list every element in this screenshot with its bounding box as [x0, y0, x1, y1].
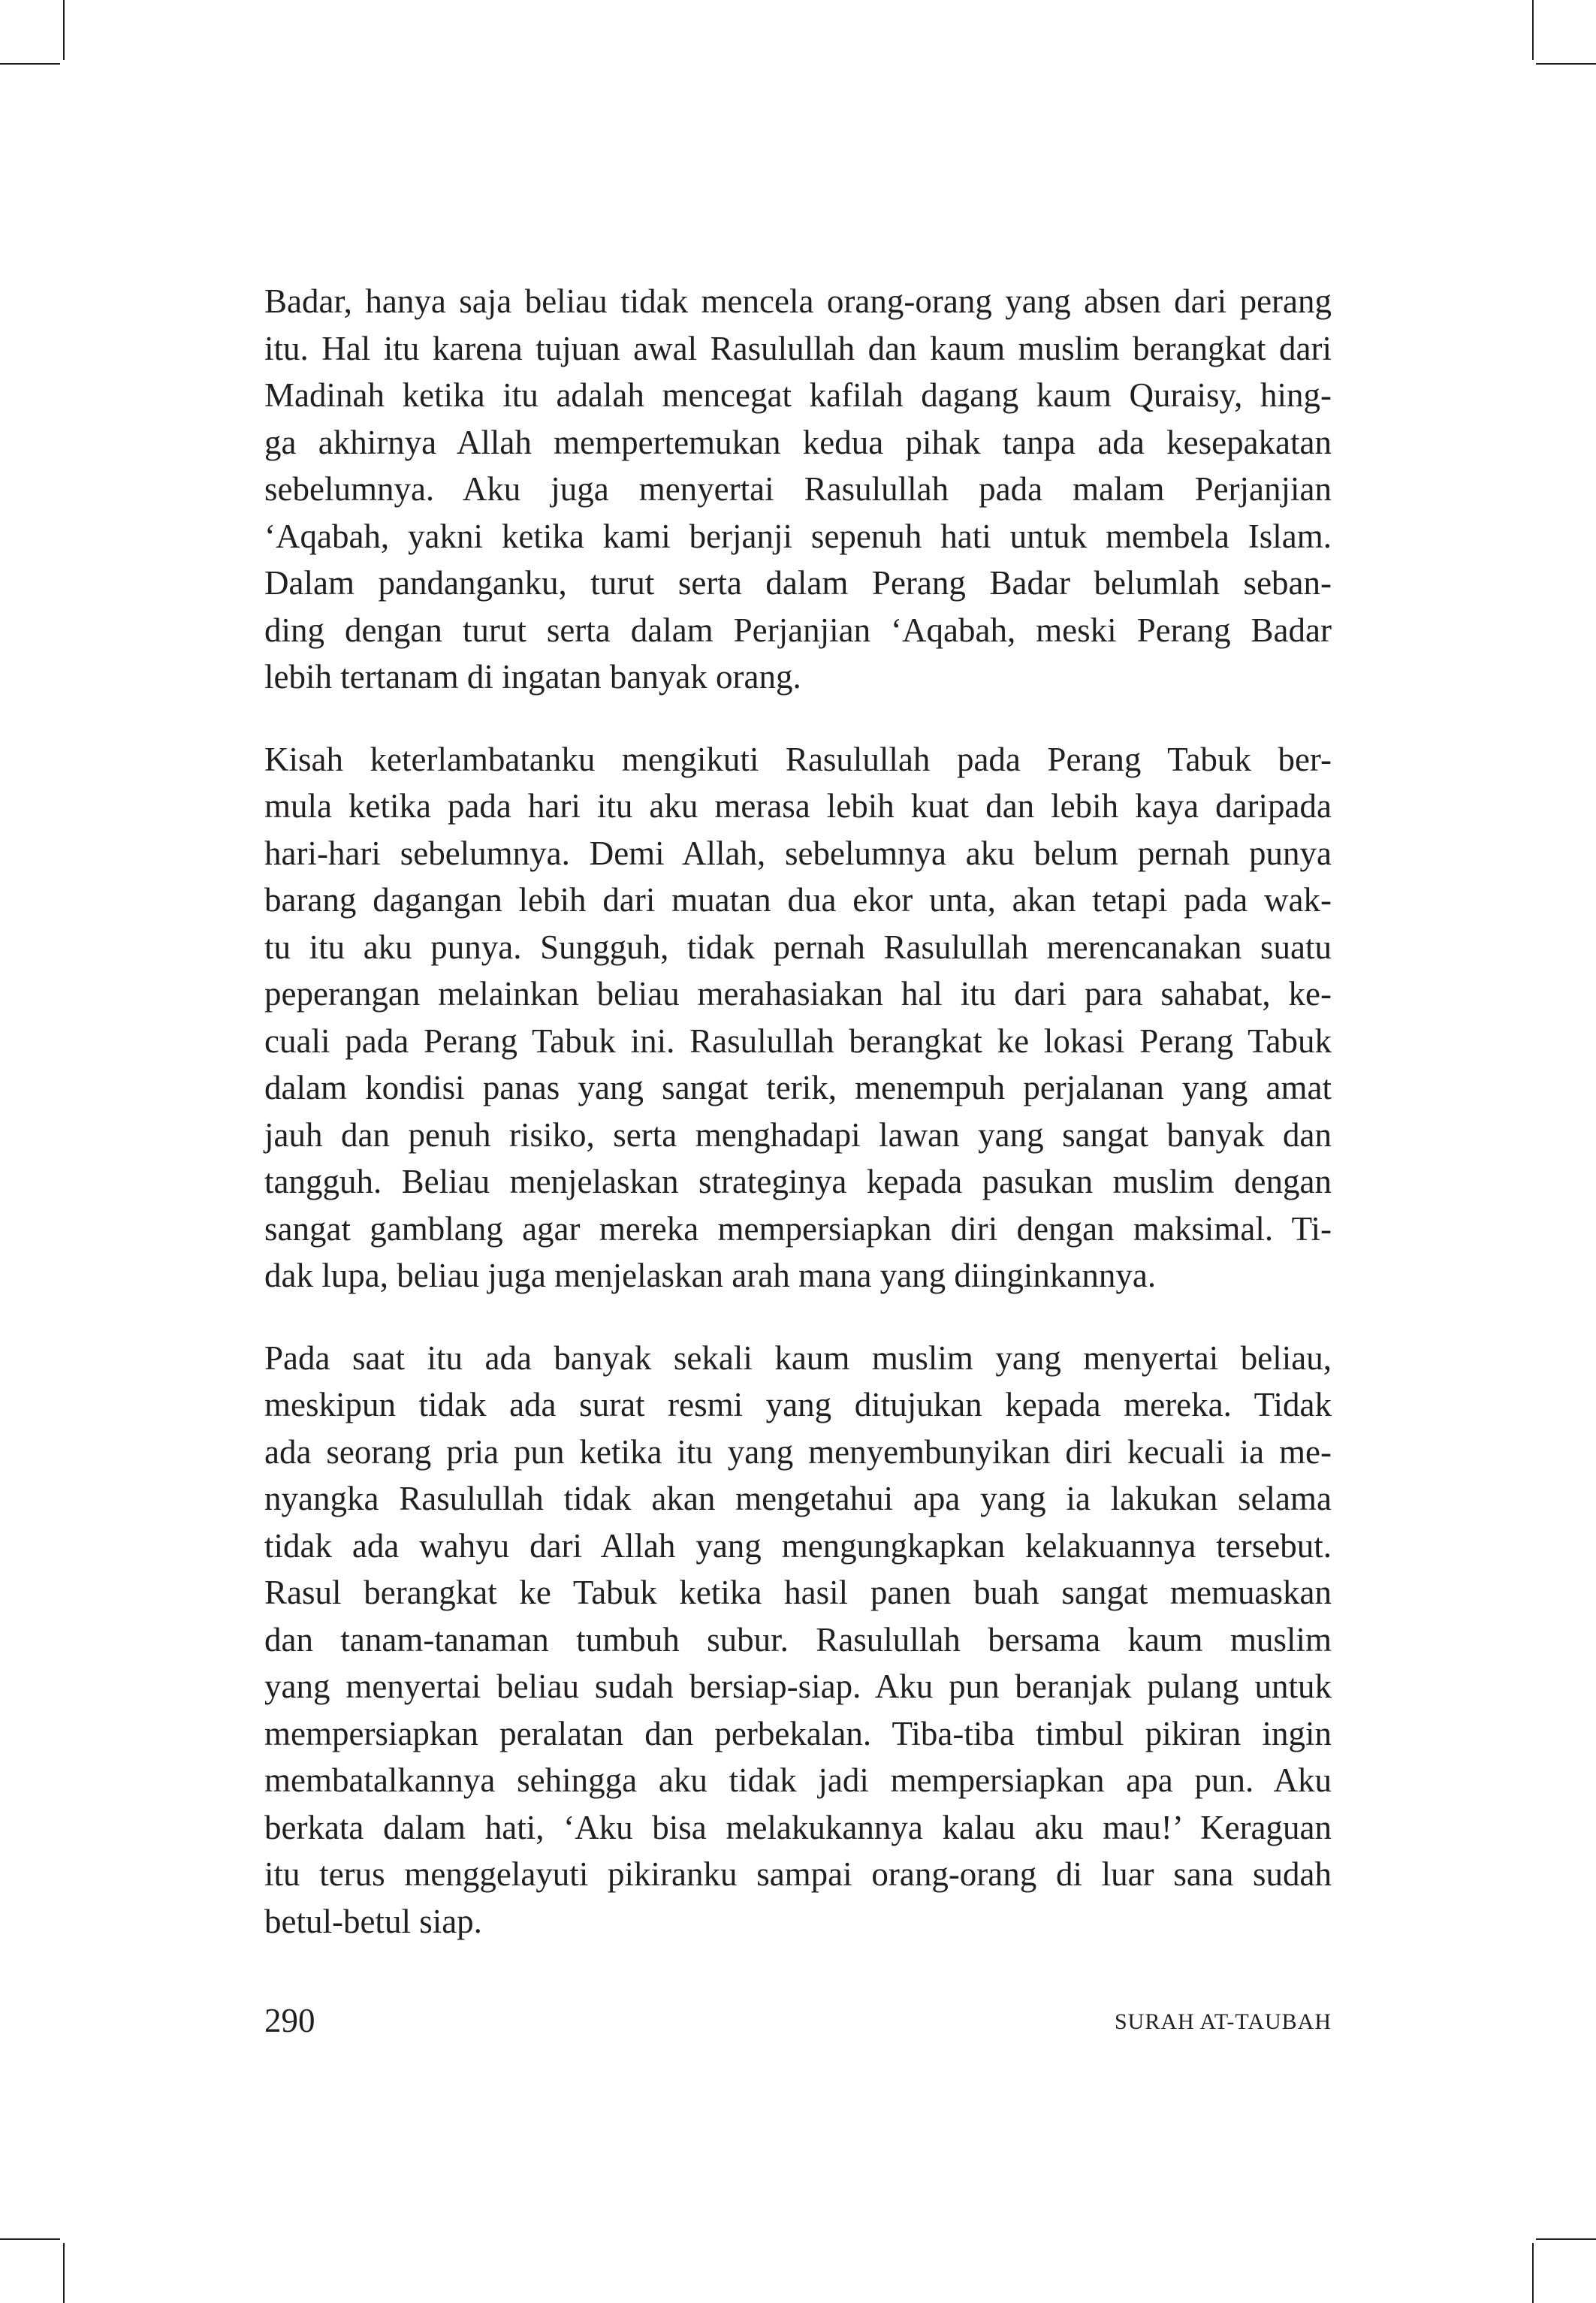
crop-mark [1536, 2238, 1596, 2240]
crop-mark [1532, 2243, 1534, 2303]
page-number: 290 [264, 2002, 315, 2039]
text-line: ada seorang pria pun ketika itu yang menyembunyikan diri kecuali ia me- [264, 1432, 1332, 1471]
text-line: Badar, hanya saja beliau tidak mencela orang-orang yang absen dari perang [264, 282, 1332, 320]
text-line: dak lupa, beliau juga menjelaskan arah mana yang diinginkannya. [264, 1257, 1157, 1294]
text-line: itu terus menggelayuti pikiranku sampai orang-orang di luar sana sudah [264, 1855, 1332, 1893]
text-line: ‘Aqabah, yakni ketika kami berjanji sepenuh hati untuk membela Islam. [264, 517, 1332, 555]
crop-mark [1536, 63, 1596, 65]
text-line: dan tanam-tanaman tumbuh subur. Rasulullah bersama kaum muslim [264, 1620, 1332, 1659]
text-line: berkata dalam hati, ‘Aku bisa melakukannya kalau aku mau!’ Keraguan [264, 1808, 1332, 1846]
text-line: itu. Hal itu karena tujuan awal Rasulullah dan kaum muslim berangkat dari [264, 329, 1332, 367]
text-line: yang menyertai beliau sudah bersiap-siap. Aku pun beranjak pulang untuk [264, 1668, 1332, 1705]
text-line: sangat gamblang agar mereka mempersiapkan diri dengan maksimal. Ti- [264, 1209, 1332, 1248]
text-line: tu itu aku punya. Sungguh, tidak pernah Rasulullah merencanakan suatu [264, 928, 1332, 966]
text-line: hari-hari sebelumnya. Demi Allah, sebelumnya aku belum pernah punya [264, 834, 1332, 872]
text-line: Kisah keterlambatanku mengikuti Rasulullah pada Perang Tabuk ber- [264, 740, 1332, 778]
text-line: peperangan melainkan beliau merahasiakan hal itu dari para sahabat, ke- [264, 975, 1332, 1013]
text-line: tangguh. Beliau menjelaskan strateginya kepada pasukan muslim dengan [264, 1163, 1332, 1200]
text-line: mempersiapkan peralatan dan perbekalan. Tiba-tiba timbul pikiran ingin [264, 1714, 1332, 1752]
crop-mark [63, 2243, 65, 2303]
text-line: meskipun tidak ada surat resmi yang ditujukan kepada mereka. Tidak [264, 1386, 1332, 1423]
crop-mark [0, 2238, 60, 2240]
paragraph-2 [264, 736, 1332, 1299]
text-line: Pada saat itu ada banyak sekali kaum muslim yang menyertai beliau, [264, 1339, 1332, 1377]
text-line: Madinah ketika itu adalah mencegat kafilah dagang kaum Quraisy, hing- [264, 376, 1332, 414]
paragraph-3 [264, 1335, 1332, 1945]
text-line: ding dengan turut serta dalam Perjanjian ‘Aqabah, meski Perang Badar [264, 611, 1332, 649]
text-line: Rasul berangkat ke Tabuk ketika hasil panen buah sangat memuaskan [264, 1574, 1332, 1611]
text-line: mula ketika pada hari itu aku merasa lebih kuat dan lebih kaya daripada [264, 787, 1332, 825]
paragraph-1 [264, 278, 1332, 701]
crop-mark [63, 0, 65, 60]
crop-mark [1532, 0, 1534, 60]
text-line: nyangka Rasulullah tidak akan mengetahui apa yang ia lakukan selama [264, 1480, 1332, 1517]
text-line: lebih tertanam di ingatan banyak orang. [264, 658, 801, 696]
text-line: Dalam pandanganku, turut serta dalam Perang Badar belumlah seban- [264, 564, 1332, 602]
text-line: betul-betul siap. [264, 1902, 482, 1940]
text-line: cuali pada Perang Tabuk ini. Rasulullah berangkat ke lokasi Perang Tabuk [264, 1022, 1332, 1060]
text-line: jauh dan penuh risiko, serta menghadapi lawan yang sangat banyak dan [264, 1115, 1332, 1154]
text-line: membatalkannya sehingga aku tidak jadi mempersiapkan apa pun. Aku [264, 1761, 1332, 1799]
text-line: dalam kondisi panas yang sangat terik, menempuh perjalanan yang amat [264, 1069, 1332, 1106]
text-line: sebelumnya. Aku juga menyertai Rasulullah pada malam Perjanjian [264, 470, 1332, 508]
text-line: ga akhirnya Allah mempertemukan kedua pihak tanpa ada kesepakatan [264, 423, 1332, 461]
running-title: SURAH AT-TAUBAH [1114, 2009, 1332, 2034]
text-line: tidak ada wahyu dari Allah yang mengungkapkan kelakuannya tersebut. [264, 1526, 1332, 1565]
crop-mark [0, 63, 60, 65]
body-text [264, 278, 1332, 1980]
text-line: barang dagangan lebih dari muatan dua ekor unta, akan tetapi pada wak- [264, 881, 1332, 919]
